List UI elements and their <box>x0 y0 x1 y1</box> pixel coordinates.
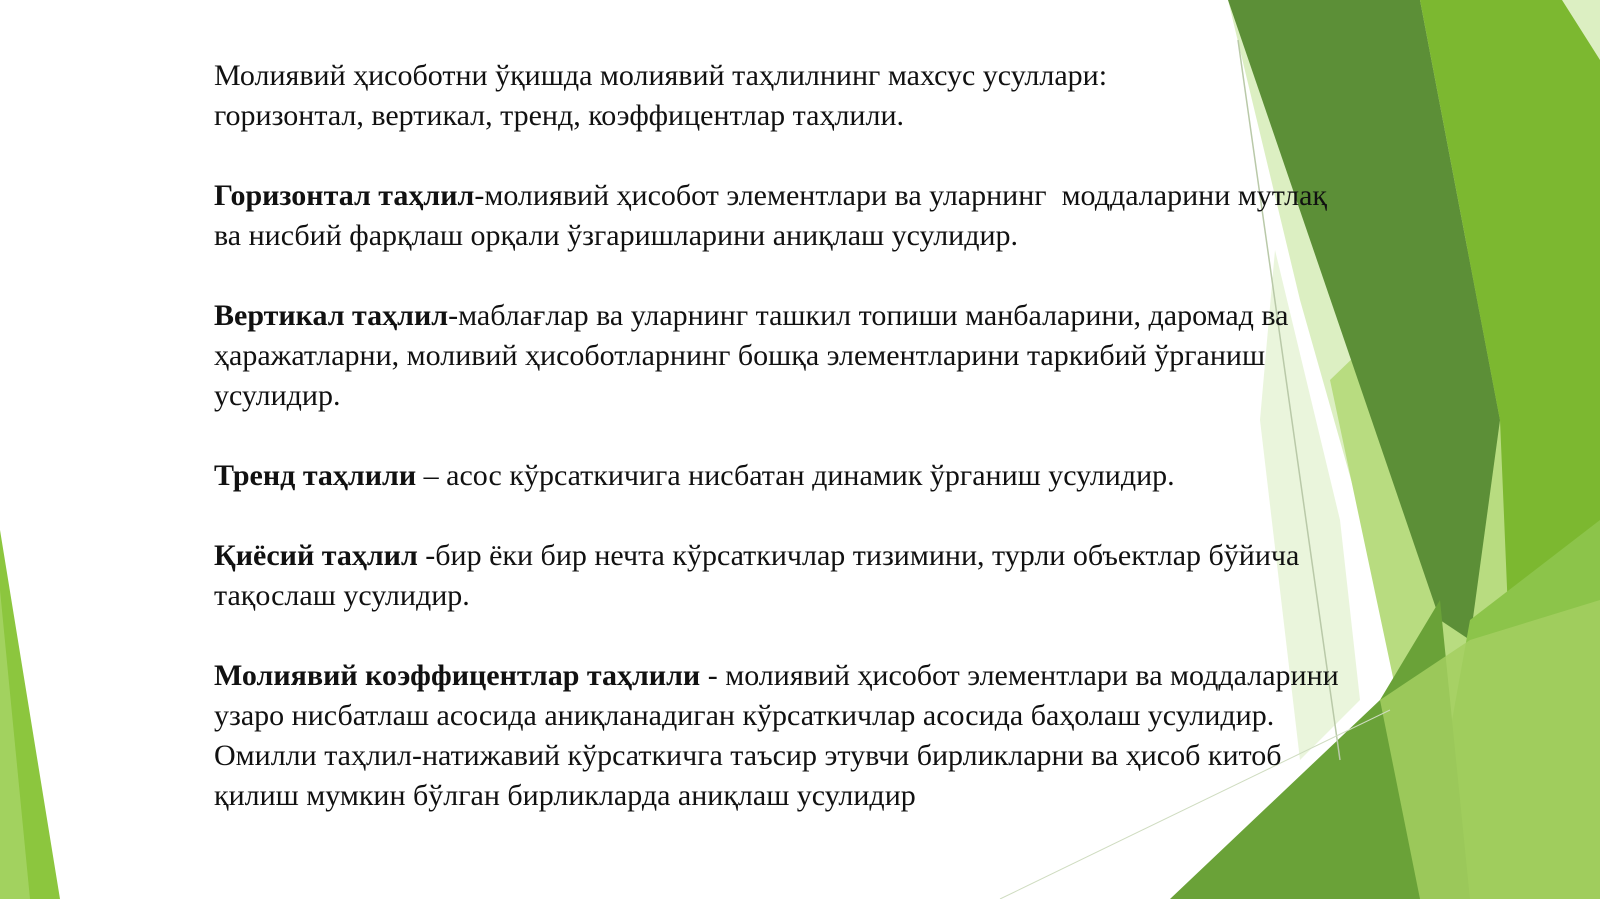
desc-ratio: - молиявий ҳисобот элементлари ва моддаларини узаро нисбатлаш асосида аниқланадиган кўрсаткичлар асосида баҳолаш усулидир. Омилли таҳлил-натижавий кўрсаткичга таъсир этувчи бирликларни ва ҳисоб китоб қилиш мумкин бўлган бирликларда аниқлаш усулидир <box>214 659 1347 812</box>
intro-line-2: горизонтал, вертикал, тренд, коэффицентлар таҳлили. <box>214 99 905 132</box>
definition-trend <box>214 456 1344 496</box>
definition-vertical <box>214 296 1344 416</box>
desc-vertical: -маблағлар ва уларнинг ташкил топиши манбаларини, даромад ва ҳаражатларни, моливий ҳисоботларнинг бошқа элементларини таркибий ўрганиш усулидир. <box>214 299 1296 412</box>
term-vertical: Вертикал таҳлил <box>214 299 449 332</box>
term-comparative: Қиёсий таҳлил <box>214 539 426 572</box>
definition-horizontal <box>214 176 1344 256</box>
term-horizontal: Горизонтал таҳлил <box>214 179 475 212</box>
desc-comparative: -бир ёки бир нечта кўрсаткичлар тизимини, турли объектлар бўйича тақослаш усулидир. <box>214 539 1307 612</box>
definition-ratio <box>214 656 1347 816</box>
definition-comparative <box>214 536 1344 616</box>
desc-horizontal: -молиявий ҳисобот элементлари ва уларнинг моддаларини мутлақ ва нисбий фарқлаш орқали ўзгаришларини аниқлаш усулидир. <box>214 179 1335 252</box>
intro-line-1: Молиявий ҳисоботни ўқишда молиявий таҳлилнинг махсус усуллари: <box>214 59 1108 92</box>
intro-paragraph <box>214 56 1344 136</box>
desc-trend: – асос кўрсаткичига нисбатан динамик ўрганиш усулидир. <box>416 459 1175 492</box>
slide-text <box>214 56 1347 816</box>
term-ratio: Молиявий коэффицентлар таҳлили <box>214 659 701 692</box>
term-trend: Тренд таҳлили <box>214 459 417 492</box>
